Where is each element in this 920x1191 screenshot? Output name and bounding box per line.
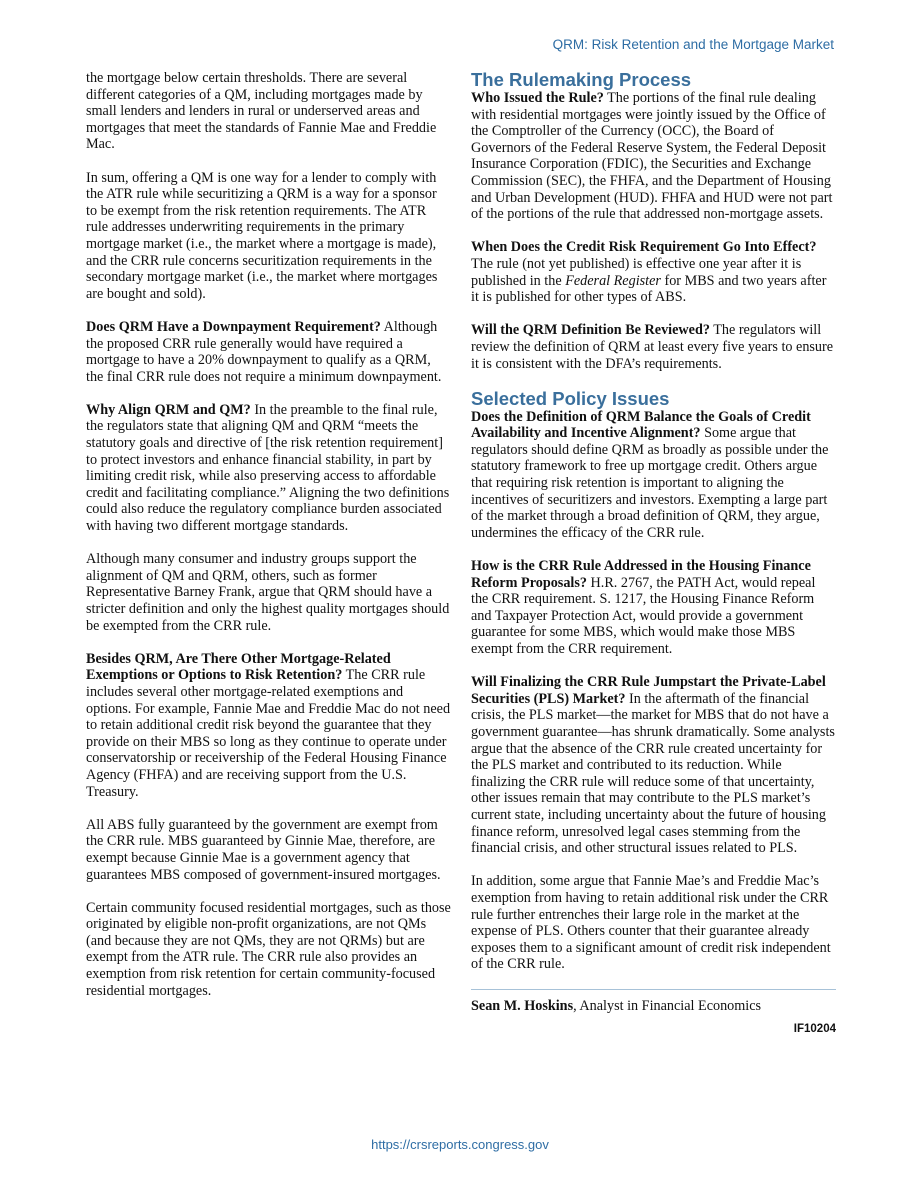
footer-link[interactable]: https://crsreports.congress.gov bbox=[371, 1137, 549, 1152]
author-signature bbox=[471, 998, 836, 1015]
paragraph: All ABS fully guaranteed by the government are exempt from the CRR rule. MBS guaranteed by Ginnie Mae, therefore, are exempt because Ginnie Mae is a government agency that guarantees MBS composed of government-insured mortgages. bbox=[86, 816, 441, 883]
paragraph-body: The regulators will review the definition of QRM at least every five years to ensure it is consistent with the DFA’s requirements. bbox=[471, 322, 834, 372]
paragraph-lead: Besides QRM, Are There Other Mortgage-Related Exemptions or Options to Risk Retention? bbox=[86, 650, 391, 684]
paragraph: Certain community focused residential mortgages, such as those originated by eligible non-profit organizations, are not QMs (and because they are not QMs, they are not QRMs) but are exempt from the ATR rule. The CRR rule also provides an exemption from risk retention for certain community-focused residential mortgages. bbox=[86, 899, 451, 999]
paragraph-lead: How is the CRR Rule Addressed in the Housing Finance Reform Proposals? bbox=[471, 558, 811, 591]
paragraph bbox=[86, 319, 451, 385]
paragraph bbox=[471, 322, 836, 372]
paragraph-body: Although the proposed CRR rule generally would have required a mortgage to have a 20% downpayment to qualify as a QRM, the final CRR rule does not require a minimum downpayment. bbox=[86, 318, 442, 385]
paragraph-lead: Does QRM Have a Downpayment Requirement? bbox=[86, 318, 381, 335]
paragraph-lead: Will the QRM Definition Be Reviewed? bbox=[471, 322, 710, 339]
document-id: IF10204 bbox=[793, 1023, 836, 1036]
divider bbox=[471, 989, 836, 990]
paragraph-lead: Who Issued the Rule? bbox=[471, 90, 604, 106]
paragraph-body: The portions of the final rule dealing with residential mortgages were jointly issued by the Office of the Comptroller of the Currency (OCC), the Board of Governors of the Federal Reserve System, the Federal Deposit Insurance Corporation (FDIC), the Securities and Exchange Commission (SEC), the FHFA, and the Department of Housing and Urban Development (HUD). FHFA and HUD were not part of the portions of the rule that addressed non-mortgage assets. bbox=[471, 90, 833, 223]
paragraph-body: Some argue that regulators should define QRM as broadly as possible under the statutory framework to free up mortgage credit. Others argue that requiring risk retention is important to aligning the incentives of securitizers and investors. Exempting a large part of the market through a broad definition of QRM, they argue, undermines the efficacy of the CRR rule. bbox=[471, 425, 829, 541]
paragraph bbox=[86, 651, 451, 800]
paragraph: Although many consumer and industry groups support the alignment of QM and QRM, others, such as former Representative Barney Frank, argue that QRM should have a stricter definition and only the highest quality mortgages should be exempted from the CRR rule. bbox=[86, 551, 450, 634]
paragraph-lead: Does the Definition of QRM Balance the Goals of Credit Availability and Incentive Alignment? bbox=[471, 408, 811, 442]
left-column bbox=[86, 70, 451, 1016]
paragraph: the mortgage below certain thresholds. There are several different categories of a QM, including mortgages made by small lenders and lenders in rural or underserved areas and mortgages that meet the standards of Fannie Mae and Freddie Mac. bbox=[86, 70, 437, 153]
paragraph bbox=[471, 674, 836, 857]
paragraph bbox=[471, 558, 836, 658]
paragraph-lead: Why Align QRM and QM? bbox=[86, 401, 251, 418]
author-title: , Analyst in Financial Economics bbox=[573, 998, 762, 1015]
paragraph-body: In the aftermath of the financial crisis, the PLS market—the market for MBS that do not have a government guarantee—has shrunk dramatically. Some analysts argue that the absence of the CRR rule created uncertainty for the PLS market and contributed to its reduction. While finalizing the CRR rule will reduce some of that uncertainty, other issues remain that may contribute to the PLS market’s current state, including uncertainty about the future of housing finance reform, unresolved legal cases stemming from the financial crisis, and other structural issues related to PLS. bbox=[471, 690, 835, 857]
paragraph-body: for MBS and two years after it is published for other types of ABS. bbox=[471, 272, 827, 306]
paragraph-lead: When Does the Credit Risk Requirement Go Into Effect? bbox=[471, 239, 817, 256]
paragraph-body: The rule (not yet published) is effective one year after it is published in the bbox=[471, 255, 802, 289]
paragraph: In addition, some argue that Fannie Mae’s and Freddie Mac’s exemption from having to retain additional risk under the CRR rule further entrenches their large role in the market at the expense of PLS. Others counter that their guarantee already exposes them to a significant amount of credit risk independent of the CRR rule. bbox=[471, 873, 831, 973]
paragraph: In sum, offering a QM is one way for a lender to comply with the ATR rule while securitizing a QRM is a way for a sponsor to be exempt from the risk retention requirements. The ATR rule addresses underwriting requirements in the primary mortgage market (i.e., the market where a mortgage is made), and the CRR rule concerns securitization requirements in the secondary mortgage market (i.e., the market where mortgages are bought and sold). bbox=[86, 169, 438, 302]
publication-title: Federal Register bbox=[565, 272, 661, 289]
paragraph bbox=[471, 409, 836, 542]
paragraph-body: In the preamble to the final rule, the regulators state that aligning QM and QRM “meets the statutory goals and directive of [the risk retention requirement] to protect investors and enhance financial stability, in part by limiting credit risk, while also preserving access to affordable credit and facilitating compliance.” Aligning the two definitions could also reduce the regulatory compliance burden associated with having two different mortgage standards. bbox=[86, 401, 450, 535]
paragraph bbox=[86, 402, 451, 535]
author-name: Sean M. Hoskins bbox=[471, 998, 574, 1015]
section-heading: The Rulemaking Process bbox=[471, 69, 692, 90]
running-header: QRM: Risk Retention and the Mortgage Market bbox=[552, 37, 834, 52]
paragraph bbox=[471, 239, 836, 305]
paragraph bbox=[471, 90, 836, 223]
paragraph-body: H.R. 2767, the PATH Act, would repeal the CRR requirement. S. 1217, the Housing Finance Reform and Taxpayer Protection Act, would provide a government guarantee for some MBS, which would make those MBS exempt from the CRR requirement. bbox=[471, 574, 816, 657]
paragraph-lead: Will Finalizing the CRR Rule Jumpstart the Private-Label Securities (PLS) Market? bbox=[471, 674, 826, 707]
section-heading: Selected Policy Issues bbox=[471, 387, 670, 409]
right-column bbox=[471, 70, 836, 1038]
paragraph-body: The CRR rule includes several other mortgage-related exemptions and options. For example, Fannie Mae and Freddie Mac do not need to retain additional credit risk beyond the guarantee that they provide on their MBS so long as they continue to operate under conservatorship or receivership of the Federal Housing Finance Agency (FHFA) and are receiving support from the U.S. Treasury. bbox=[86, 667, 451, 800]
